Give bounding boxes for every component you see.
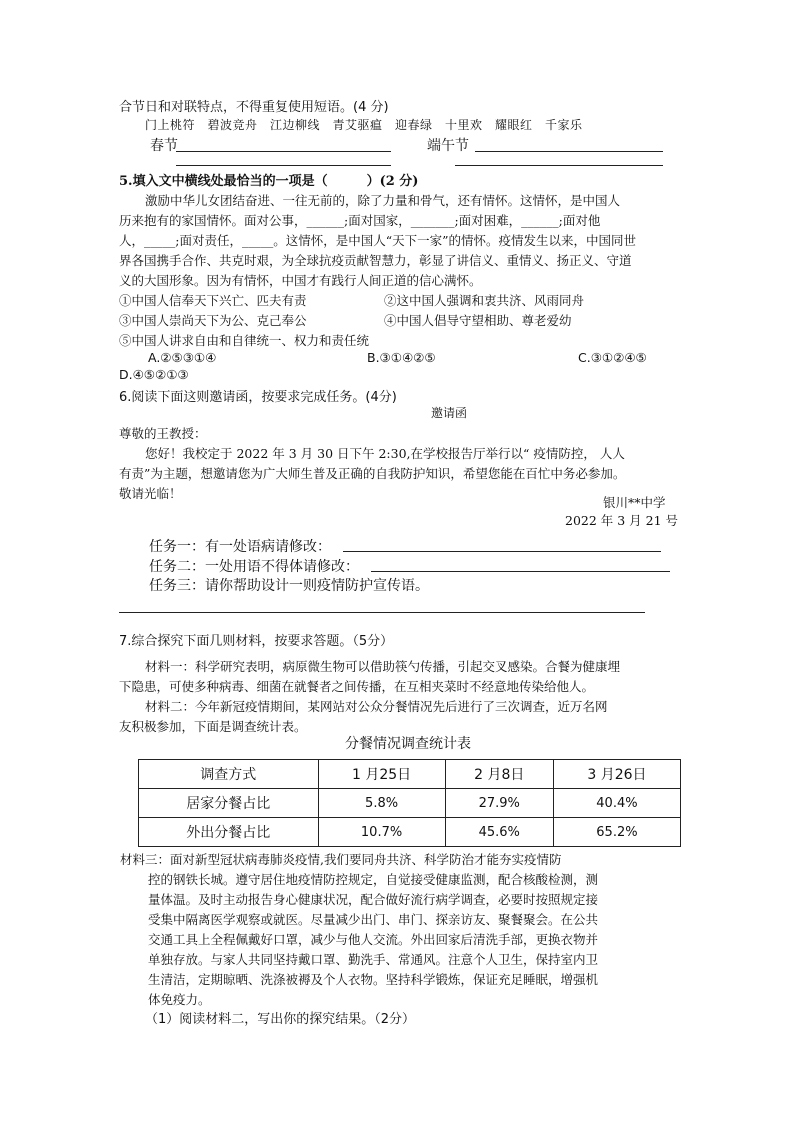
- q5-option-2: ②这中国人强调和衷共济、风雨同舟: [384, 293, 585, 308]
- q5-title: 5.填入文中横线处最恰当的一项是（ ）(2 分): [119, 174, 419, 189]
- table-header-cell: 1 月25日: [318, 760, 445, 789]
- letter-body-line: 敬请光临！: [119, 486, 182, 501]
- material-3-line: 生清洁，定期晾晒、洗涤被褥及个人衣物。坚持科学锻炼，保证充足睡眠，增强机: [148, 972, 599, 987]
- table-cell: 40.4%: [553, 789, 680, 818]
- survey-table: [138, 759, 681, 847]
- choice-c[interactable]: C.③①②④⑤: [578, 350, 647, 365]
- material-3-line: 交通工具上全程佩戴好口罩，减少与他人交流。外出回家后清洗手部，更换衣物并: [148, 932, 599, 947]
- choice-d[interactable]: D.④⑤②①③: [119, 367, 189, 382]
- letter-heading: 邀请函: [431, 406, 468, 420]
- q6-title: 6.阅读下面这则邀请函，按要求完成任务。(4分): [119, 390, 397, 405]
- table-cell: 27.9%: [445, 789, 553, 818]
- sub-question-1: （1）阅读材料二，写出你的探究结果。（2分）: [145, 1012, 416, 1027]
- q5-option-1: ①中国人信奉天下兴亡、匹夫有责: [119, 293, 307, 308]
- spring-answer-line-1[interactable]: [176, 151, 391, 152]
- table-header-row: [139, 760, 681, 789]
- task-3-answer-line[interactable]: [119, 612, 645, 613]
- material-3-line: 控的钢铁长城。遵守居住地疫情防控规定，自觉接受健康监测，配合核酸检测，测: [148, 872, 599, 887]
- letter-signature: 银川**中学: [603, 495, 666, 510]
- table-row: [139, 789, 681, 818]
- material-2-line: 友积极参加，下面是调查统计表。: [119, 719, 307, 734]
- material-3-line: 材料三：面对新型冠状病毒肺炎疫情,我们要同舟共济、科学防治才能夯实疫情防: [120, 852, 562, 867]
- q5-passage-line: 界各国携手合作、共克时艰，为全球抗疫贡献智慧力，彰显了讲信义、重情义、扬正义、守道: [119, 253, 632, 268]
- q5-passage-line: 人，_____;面对责任，_____。这情怀，是中国人“天下一家”的情怀。疫情发生以来，中国同世: [119, 233, 636, 248]
- dragon-boat-label: 端午节: [427, 138, 469, 154]
- q5-option-3: ③中国人崇尚天下为公、克己奉公: [119, 313, 307, 328]
- task-2-answer-line[interactable]: [371, 571, 670, 572]
- table-cell: 10.7%: [318, 818, 445, 847]
- q5-passage-line: 历来抱有的家国情怀。面对公事，______;面对国家，_______;面对困难，______;面对他: [119, 213, 601, 228]
- letter-salutation: 尊敬的王教授：: [119, 426, 207, 441]
- letter-body-line: 您好！我校定于 2022 年 3 月 30 日下午 2:30,在学校报告厅举行以“ 疫情防控， 人人: [145, 446, 625, 461]
- task-1: 任务一：有一处语病请修改：: [149, 539, 331, 555]
- dragon-answer-line-2[interactable]: [455, 165, 663, 166]
- q5-option-4: ④中国人倡导守望相助、尊老爱幼: [384, 313, 572, 328]
- table-header-cell: 调查方式: [139, 760, 319, 789]
- table-cell: 5.8%: [318, 789, 445, 818]
- table-row-label: 外出分餐占比: [139, 818, 319, 847]
- table-cell: 65.2%: [553, 818, 680, 847]
- q5-passage-line: 义的大国形象。因为有情怀，中国才有践行人间正道的信心满怀。: [119, 273, 482, 288]
- choice-b[interactable]: B.③①④②⑤: [367, 350, 436, 365]
- material-1-line: 材料一：科学研究表明，病原微生物可以借助筷勺传播，引起交叉感染。合餐为健康埋: [145, 659, 621, 674]
- task-3: 任务三：请你帮助设计一则疫情防护宣传语。: [149, 578, 429, 594]
- table-header-cell: 2 月8日: [445, 760, 553, 789]
- material-1-line: 下隐患，可使多种病毒、细菌在就餐者之间传播，在互相夹菜时不经意地传染给他人。: [119, 679, 595, 694]
- task-2: 任务二：一处用语不得体请修改：: [149, 559, 359, 575]
- q5-option-5: ⑤中国人讲求自由和自律统一、权力和责任统: [119, 333, 370, 348]
- q5-passage-line: 激励中华儿女团结奋进、一往无前的，除了力量和骨气，还有情怀。这情怀，是中国人: [145, 193, 621, 208]
- letter-date: 2022 年 3 月 21 号: [565, 513, 679, 528]
- q4-intro: 合节日和对联特点，不得重复使用短语。(4 分): [119, 100, 389, 115]
- q4-phrase-list: 门上桃符 碧波竞舟 江边柳线 青艾驱瘟 迎春绿 十里欢 耀眼红 千家乐: [145, 118, 583, 132]
- material-3-line: 受集中隔离医学观察或就医。尽量减少出门、串门、探亲访友、聚餐聚会。在公共: [148, 912, 599, 927]
- material-3-line: 单独存放。与家人共同坚持戴口罩、勤洗手、常通风。注意个人卫生，保持室内卫: [148, 952, 599, 967]
- dragon-answer-line-1[interactable]: [475, 151, 663, 152]
- q7-title: 7.综合探究下面几则材料，按要求答题。（5分）: [119, 634, 394, 649]
- table-cell: 45.6%: [445, 818, 553, 847]
- material-2-line: 材料二：今年新冠疫情期间，某网站对公众分餐情况先后进行了三次调查，近万名网: [145, 699, 608, 714]
- material-3-line: 量体温。及时主动报告身心健康状况，配合做好流行病学调查，必要时按照规定接: [148, 892, 599, 907]
- choice-a[interactable]: A.②⑤③①④: [148, 350, 217, 365]
- table-header-cell: 3 月26日: [553, 760, 680, 789]
- table-row-label: 居家分餐占比: [139, 789, 319, 818]
- task-1-answer-line[interactable]: [343, 551, 661, 552]
- letter-body-line: 有责”为主题，想邀请您为广大师生普及正确的自我防护知识，希望您能在百忙中务必参加。: [119, 466, 626, 481]
- table-row: [139, 818, 681, 847]
- spring-festival-label: 春节: [150, 138, 178, 154]
- table-title: 分餐情况调查统计表: [345, 736, 471, 752]
- spring-answer-line-2[interactable]: [176, 165, 391, 166]
- material-3-line: 体免疫力。: [148, 992, 211, 1007]
